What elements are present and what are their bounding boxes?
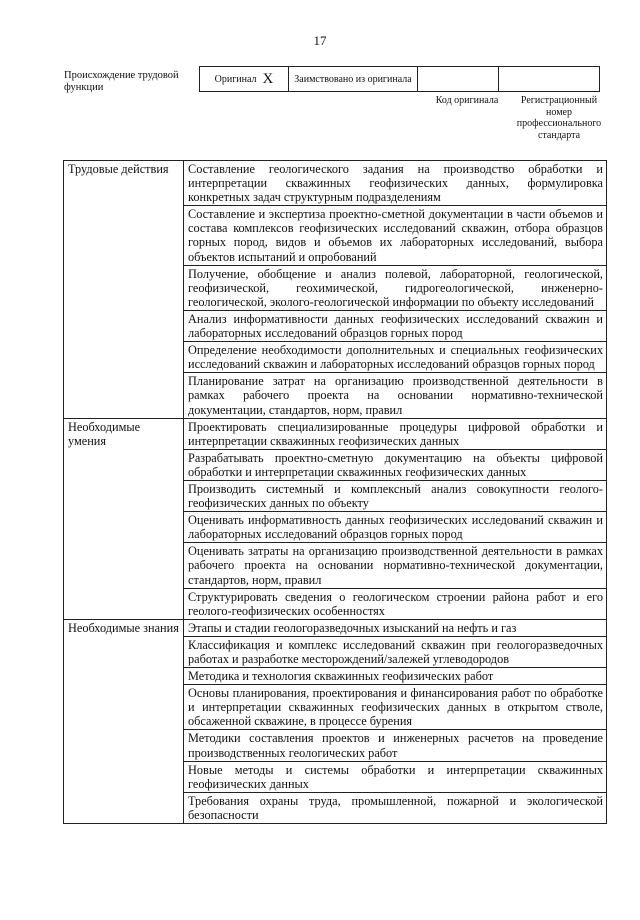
section-item: Получение, обобщение и анализ полевой, лабораторной, геологической, геофизической, геохимической, гидрогеологической, инженерно-геологической, эколого-геологической информации по объекту исследований [184, 265, 607, 310]
section-item: Оценивать информативность данных геофизических исследований скважин и лабораторных исследований образцов горных пород [184, 512, 607, 543]
origin-original-cell [200, 67, 289, 92]
section-item: Методики составления проектов и инженерных расчетов на проведение производственных геологических работ [184, 730, 607, 761]
section-item: Планирование затрат на организацию производственной деятельности в рамках рабочего проекта на основании нормативно-технической документации, стандартов, норм, правил [184, 373, 607, 418]
section-title-spacer [64, 449, 184, 480]
section-title-spacer [64, 512, 184, 543]
origin-original-mark: X [262, 70, 274, 87]
table-row [64, 418, 607, 449]
table-row [64, 636, 607, 667]
labor-function-table [63, 160, 607, 824]
section-item: Структурировать сведения о геологическом строении района работ и его геолого-геофизических особенностях [184, 588, 607, 619]
section-title [64, 418, 184, 449]
section-item: Проектировать специализированные процедуры цифровой обработки и интерпретации скважинных геофизических данных [184, 418, 607, 449]
page-number: 17 [313, 33, 327, 48]
table-row [64, 543, 607, 588]
table-row [64, 342, 607, 373]
section-item: Анализ информативности данных геофизических исследований скважин и лабораторных исследований образцов горных пород [184, 310, 607, 341]
origin-code-cell [418, 67, 499, 92]
section-title-spacer [64, 685, 184, 730]
table-row [64, 480, 607, 511]
section-title-text: Трудовые действия [68, 162, 169, 176]
table-row [64, 206, 607, 265]
section-item: Этапы и стадии геологоразведочных изысканий на нефть и газ [184, 619, 607, 636]
table-row [64, 619, 607, 636]
origin-borrowed-label: Заимствовано из оригинала [294, 73, 412, 85]
table-row [64, 373, 607, 418]
reg-caption: Регистрационный номер профессионального стандарта [516, 95, 602, 141]
table-row [64, 265, 607, 310]
origin-label: Происхождение трудовой функции [64, 70, 179, 93]
section-item: Новые методы и системы обработки и интерпретации скважинных геофизических данных [184, 761, 607, 792]
section-title-spacer [64, 480, 184, 511]
table-row [64, 588, 607, 619]
section-item: Составление и экспертиза проектно-сметной документации в части объемов и состава комплексов геофизических исследований скважин, отбора образцов горных пород, видов и объемов их лабораторных исследований, выбора объектов испытаний и опробований [184, 206, 607, 265]
section-item: Производить системный и комплексный анализ совокупности геолого-геофизических данных по объекту [184, 480, 607, 511]
table-row [64, 730, 607, 761]
section-title-text: Необходимые знания [68, 620, 179, 635]
section-title-spacer [64, 730, 184, 761]
origin-table [199, 66, 600, 92]
section-title-spacer [64, 342, 184, 373]
section-item: Требования охраны труда, промышленной, пожарной и экологической безопасности [184, 792, 607, 823]
section-item: Методика и технология скважинных геофизических работ [184, 668, 607, 685]
table-row [64, 310, 607, 341]
section-item: Классификация и комплекс исследований скважин при геологоразведочных работах и разработке месторождений/залежей углеводородов [184, 636, 607, 667]
section-item: Составление геологического задания на производство обработки и интерпретации скважинных геофизических данных, формулировка конкретных задач структурным подразделениям [184, 161, 607, 206]
section-title-spacer [64, 761, 184, 792]
table-row [64, 161, 607, 206]
section-title-spacer [64, 543, 184, 588]
section-item: Основы планирования, проектирования и финансирования работ по обработке и интерпретации скважинных геофизических данных в открытом стволе, обсаженной скважине, в процессе бурения [184, 685, 607, 730]
section-title-spacer [64, 588, 184, 619]
section-title-text: Необходимые умения [68, 419, 141, 448]
section-title-spacer [64, 668, 184, 685]
table-row [64, 685, 607, 730]
table-row [64, 761, 607, 792]
section-title-spacer [64, 636, 184, 667]
section-title-spacer [64, 206, 184, 265]
origin-original-label: Оригинал [214, 73, 257, 85]
section-title-spacer [64, 792, 184, 823]
table-row [64, 668, 607, 685]
section-title [64, 161, 184, 206]
origin-reg-cell [499, 67, 600, 92]
section-item: Определение необходимости дополнительных и специальных геофизических исследований скважин и лабораторных исследований образцов горных пород [184, 342, 607, 373]
origin-borrowed-cell [289, 67, 418, 92]
table-row [64, 512, 607, 543]
table-row [64, 449, 607, 480]
section-item: Разрабатывать проектно-сметную документацию на объекты цифровой обработки и интерпретации скважинных геофизических данных [184, 449, 607, 480]
section-title-spacer [64, 265, 184, 310]
section-title-spacer [64, 373, 184, 418]
code-caption: Код оригинала [435, 95, 499, 106]
section-title-spacer [64, 310, 184, 341]
section-item: Оценивать затраты на организацию производственной деятельности в рамках рабочего проекта на основании нормативно-технической документации, стандартов, норм, правил [184, 543, 607, 588]
section-title [64, 619, 184, 636]
table-row [64, 792, 607, 823]
